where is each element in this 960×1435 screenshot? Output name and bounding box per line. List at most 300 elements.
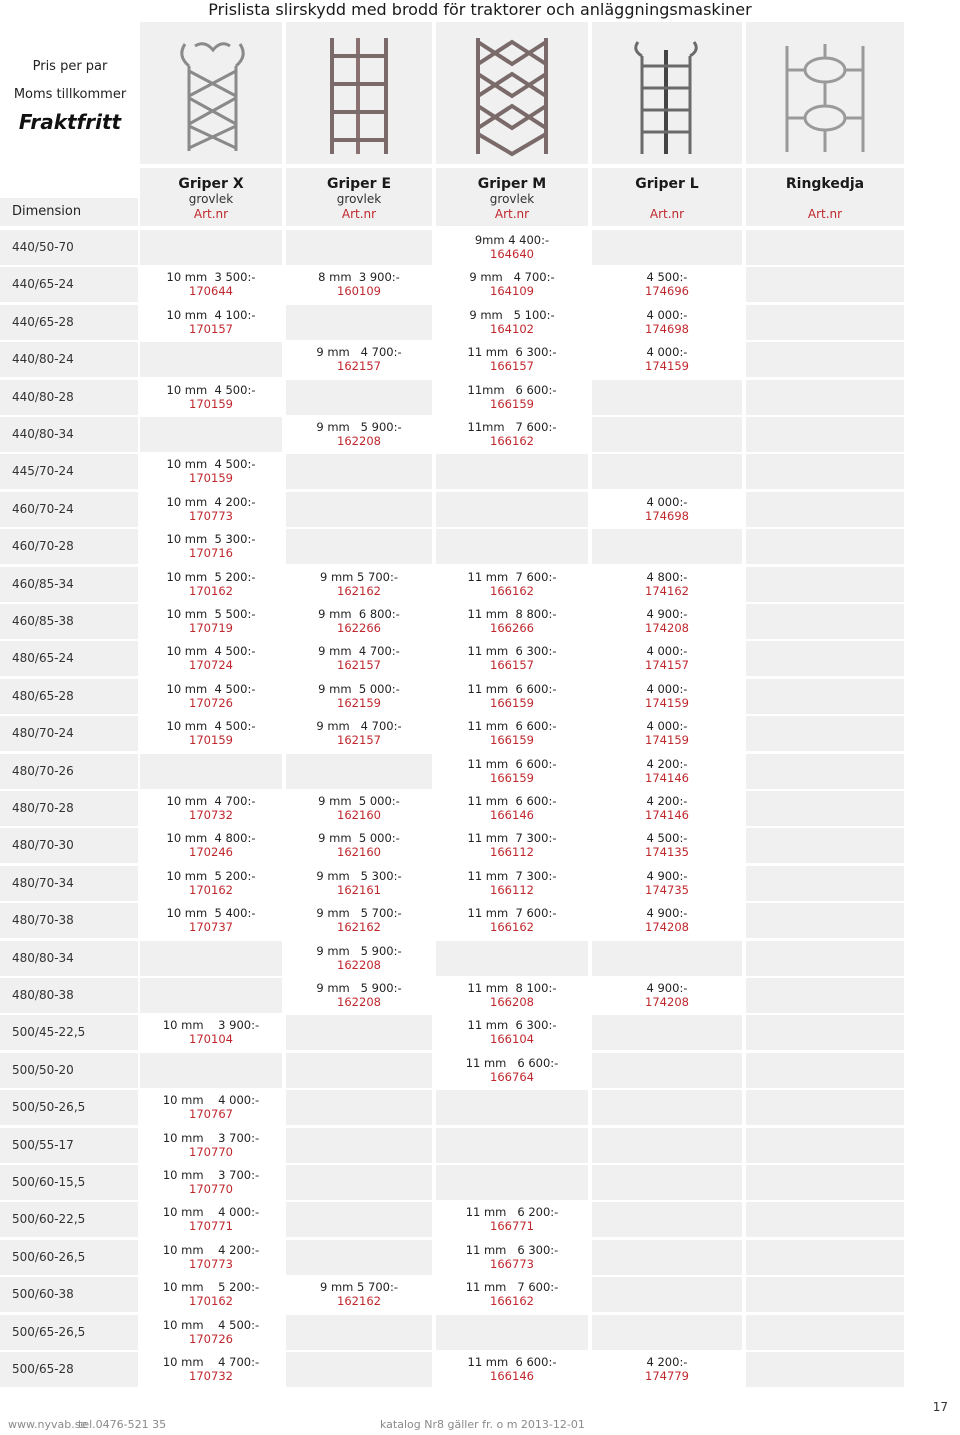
price-value bbox=[140, 420, 282, 434]
price-cell bbox=[436, 716, 588, 751]
price-cell bbox=[592, 417, 742, 452]
price-cell bbox=[436, 903, 588, 938]
price-cell bbox=[746, 1090, 904, 1125]
dimension-cell: 440/65-28 bbox=[0, 305, 138, 340]
price-value: 11 mm 6 600:- bbox=[467, 682, 557, 696]
price-value: 10 mm 5 400:- bbox=[166, 906, 256, 920]
price-cell bbox=[140, 791, 282, 826]
article-number: 162157 bbox=[337, 658, 381, 672]
article-number bbox=[286, 1145, 432, 1159]
dimension-cell: 440/50-70 bbox=[0, 230, 138, 265]
article-number: 166159 bbox=[490, 733, 534, 747]
price-cell bbox=[436, 1277, 588, 1312]
price-value: 10 mm 3 900:- bbox=[162, 1018, 260, 1032]
price-info bbox=[0, 58, 140, 134]
price-cell bbox=[746, 604, 904, 639]
article-number: 170737 bbox=[189, 920, 233, 934]
price-value: 11 mm 7 600:- bbox=[467, 570, 557, 584]
article-number: 162162 bbox=[337, 1294, 381, 1308]
price-cell bbox=[436, 1165, 588, 1200]
article-number bbox=[746, 1369, 904, 1383]
table-row bbox=[0, 230, 960, 265]
article-number: 170162 bbox=[189, 1294, 233, 1308]
price-value bbox=[436, 1131, 588, 1145]
article-number bbox=[592, 1032, 742, 1046]
price-cell bbox=[436, 1202, 588, 1237]
article-number: 170716 bbox=[189, 546, 233, 560]
table-row bbox=[0, 828, 960, 863]
price-cell bbox=[746, 941, 904, 976]
price-value bbox=[592, 420, 742, 434]
price-value: 11 mm 8 800:- bbox=[467, 607, 557, 621]
price-cell bbox=[592, 1315, 742, 1350]
dimension-cell: 480/80-38 bbox=[0, 978, 138, 1013]
price-cell bbox=[592, 791, 742, 826]
column-sub bbox=[592, 192, 742, 207]
price-value bbox=[746, 1355, 904, 1369]
footer-catalog: katalog Nr8 gäller fr. o m 2013-12-01 bbox=[380, 1418, 585, 1431]
price-cell bbox=[436, 305, 588, 340]
price-cell bbox=[140, 604, 282, 639]
table-row bbox=[0, 1277, 960, 1312]
price-value: 11 mm 6 600:- bbox=[467, 719, 557, 733]
price-cell bbox=[140, 529, 282, 564]
price-cell bbox=[140, 679, 282, 714]
article-number bbox=[286, 1182, 432, 1196]
page-title: Prislista slirskydd med brodd för traktorer och anläggningsmaskiner bbox=[208, 0, 752, 19]
article-number bbox=[746, 1182, 904, 1196]
price-cell bbox=[592, 754, 742, 789]
price-cell bbox=[746, 716, 904, 751]
article-number bbox=[746, 509, 904, 523]
article-number bbox=[592, 471, 742, 485]
article-number: 162208 bbox=[337, 995, 381, 1009]
article-number bbox=[286, 1219, 432, 1233]
price-value bbox=[592, 383, 742, 397]
article-number: 166104 bbox=[490, 1032, 534, 1046]
price-cell bbox=[592, 1202, 742, 1237]
price-cell bbox=[436, 604, 588, 639]
price-cell bbox=[436, 1053, 588, 1088]
price-value: 10 mm 4 200:- bbox=[162, 1243, 260, 1257]
price-value bbox=[286, 1355, 432, 1369]
table-row bbox=[0, 417, 960, 452]
price-cell bbox=[140, 492, 282, 527]
price-value bbox=[140, 944, 282, 958]
price-value bbox=[746, 1018, 904, 1032]
price-value bbox=[286, 1018, 432, 1032]
price-value bbox=[746, 233, 904, 247]
header-griper-e bbox=[286, 168, 432, 226]
price-value: 9 mm 5 900:- bbox=[316, 981, 402, 995]
price-cell bbox=[140, 305, 282, 340]
price-value bbox=[436, 1168, 588, 1182]
article-number: 162160 bbox=[337, 808, 381, 822]
price-cell bbox=[140, 567, 282, 602]
price-value: 11 mm 6 200:- bbox=[465, 1205, 559, 1219]
price-value: 9mm 4 400:- bbox=[474, 233, 550, 247]
price-cell bbox=[592, 941, 742, 976]
price-value: 11mm 7 600:- bbox=[467, 420, 557, 434]
price-value bbox=[746, 1131, 904, 1145]
price-value bbox=[286, 532, 432, 546]
article-number: 174735 bbox=[645, 883, 689, 897]
article-number: 174698 bbox=[645, 322, 689, 336]
price-cell bbox=[140, 978, 282, 1013]
price-value bbox=[286, 233, 432, 247]
article-number: 166162 bbox=[490, 920, 534, 934]
article-number: 166157 bbox=[490, 359, 534, 373]
price-value bbox=[592, 1205, 742, 1219]
table-row bbox=[0, 754, 960, 789]
price-cell bbox=[140, 903, 282, 938]
article-number bbox=[286, 322, 432, 336]
griper-e-chain-image bbox=[318, 34, 400, 158]
article-number: 162161 bbox=[337, 883, 381, 897]
article-number: 170246 bbox=[189, 845, 233, 859]
price-value bbox=[746, 1205, 904, 1219]
dimension-cell: 500/65-28 bbox=[0, 1352, 138, 1387]
price-value: 9 mm 5 900:- bbox=[316, 420, 402, 434]
price-value: 4 000:- bbox=[646, 345, 688, 359]
price-value bbox=[286, 383, 432, 397]
article-number bbox=[286, 1107, 432, 1121]
article-number bbox=[592, 1107, 742, 1121]
price-value bbox=[286, 1131, 432, 1145]
price-cell bbox=[286, 529, 432, 564]
table-row bbox=[0, 492, 960, 527]
article-number: 174208 bbox=[645, 995, 689, 1009]
price-cell bbox=[436, 267, 588, 302]
article-number bbox=[746, 1070, 904, 1084]
price-value: 11mm 6 600:- bbox=[467, 383, 557, 397]
price-cell bbox=[286, 978, 432, 1013]
price-cell bbox=[286, 641, 432, 676]
article-number: 166764 bbox=[490, 1070, 534, 1084]
article-number bbox=[436, 1145, 588, 1159]
price-value: 10 mm 3 700:- bbox=[162, 1131, 260, 1145]
article-number bbox=[592, 1070, 742, 1084]
price-value: 4 900:- bbox=[646, 869, 688, 883]
price-cell bbox=[436, 1090, 588, 1125]
price-value: 11 mm 6 600:- bbox=[467, 794, 557, 808]
price-cell bbox=[592, 903, 742, 938]
dimension-header: Dimension bbox=[0, 198, 138, 226]
article-number bbox=[746, 434, 904, 448]
price-value bbox=[746, 1243, 904, 1257]
article-number: 166159 bbox=[490, 771, 534, 785]
price-cell bbox=[286, 1240, 432, 1275]
article-number bbox=[140, 958, 282, 972]
dimension-cell: 500/60-22,5 bbox=[0, 1202, 138, 1237]
price-value bbox=[746, 1168, 904, 1182]
price-value bbox=[746, 869, 904, 883]
article-number bbox=[746, 1145, 904, 1159]
dimension-cell: 440/80-34 bbox=[0, 417, 138, 452]
price-value bbox=[746, 570, 904, 584]
price-cell bbox=[286, 1315, 432, 1350]
price-cell bbox=[140, 641, 282, 676]
price-value bbox=[746, 794, 904, 808]
price-value: 4 500:- bbox=[646, 270, 688, 284]
article-number bbox=[140, 1070, 282, 1084]
price-value: 4 000:- bbox=[646, 644, 688, 658]
price-value bbox=[286, 1168, 432, 1182]
footer-phone: tel.0476-521 35 bbox=[78, 1418, 167, 1431]
price-value bbox=[140, 345, 282, 359]
article-number: 170773 bbox=[189, 509, 233, 523]
table-row bbox=[0, 1352, 960, 1387]
price-value: 9 mm 6 800:- bbox=[318, 607, 400, 621]
price-value bbox=[286, 495, 432, 509]
article-number bbox=[746, 696, 904, 710]
dimension-cell: 480/65-24 bbox=[0, 641, 138, 676]
article-number: 166112 bbox=[490, 883, 534, 897]
price-cell bbox=[746, 1277, 904, 1312]
article-number: 174208 bbox=[645, 621, 689, 635]
article-number: 166157 bbox=[490, 658, 534, 672]
article-number: 170157 bbox=[189, 322, 233, 336]
price-value bbox=[286, 1205, 432, 1219]
table-row bbox=[0, 1240, 960, 1275]
price-value: 10 mm 5 200:- bbox=[162, 1280, 260, 1294]
price-cell bbox=[140, 1015, 282, 1050]
price-cell bbox=[592, 679, 742, 714]
article-number bbox=[746, 1294, 904, 1308]
price-value: 11 mm 6 600:- bbox=[465, 1056, 559, 1070]
article-number: 166266 bbox=[490, 621, 534, 635]
header-griper-m bbox=[436, 168, 588, 226]
price-cell bbox=[746, 1053, 904, 1088]
price-value bbox=[746, 495, 904, 509]
price-value bbox=[286, 1243, 432, 1257]
article-number bbox=[436, 509, 588, 523]
price-value bbox=[746, 1093, 904, 1107]
dimension-cell: 440/80-24 bbox=[0, 342, 138, 377]
price-value bbox=[746, 383, 904, 397]
price-cell bbox=[436, 342, 588, 377]
price-value: 11 mm 7 600:- bbox=[465, 1280, 559, 1294]
price-cell bbox=[436, 567, 588, 602]
dimension-cell: 500/65-26,5 bbox=[0, 1315, 138, 1350]
price-cell bbox=[140, 1240, 282, 1275]
price-cell bbox=[592, 305, 742, 340]
table-row bbox=[0, 903, 960, 938]
price-cell bbox=[436, 866, 588, 901]
price-value: 10 mm 4 500:- bbox=[166, 719, 256, 733]
price-value bbox=[140, 1056, 282, 1070]
article-number bbox=[746, 771, 904, 785]
header-griper-l bbox=[592, 168, 742, 226]
article-number: 162208 bbox=[337, 958, 381, 972]
price-value bbox=[436, 532, 588, 546]
dimension-cell: 460/85-38 bbox=[0, 604, 138, 639]
dimension-cell: 460/70-24 bbox=[0, 492, 138, 527]
price-cell bbox=[746, 1015, 904, 1050]
article-number: 164102 bbox=[490, 322, 534, 336]
article-number bbox=[746, 546, 904, 560]
price-value: 10 mm 4 500:- bbox=[166, 383, 256, 397]
article-number: 162157 bbox=[337, 359, 381, 373]
article-number bbox=[746, 322, 904, 336]
price-value: 9 mm 5 700:- bbox=[320, 570, 398, 584]
article-number: 170771 bbox=[189, 1219, 233, 1233]
article-number: 166162 bbox=[490, 584, 534, 598]
griper-m-chain-image bbox=[470, 34, 554, 158]
price-value: 11 mm 6 600:- bbox=[467, 757, 557, 771]
price-cell bbox=[746, 380, 904, 415]
price-value: 10 mm 4 700:- bbox=[162, 1355, 260, 1369]
price-cell bbox=[746, 342, 904, 377]
price-value bbox=[746, 270, 904, 284]
price-cell bbox=[286, 903, 432, 938]
page-number: 17 bbox=[932, 1400, 948, 1414]
price-cell bbox=[436, 529, 588, 564]
price-cell bbox=[140, 754, 282, 789]
price-cell bbox=[746, 679, 904, 714]
article-number bbox=[746, 1219, 904, 1233]
article-number: 170773 bbox=[189, 1257, 233, 1271]
column-sub: grovlek bbox=[336, 192, 382, 206]
price-value bbox=[592, 1318, 742, 1332]
price-value bbox=[746, 345, 904, 359]
price-value: 10 mm 5 300:- bbox=[166, 532, 256, 546]
article-number: 170770 bbox=[189, 1145, 233, 1159]
article-number: 166146 bbox=[490, 808, 534, 822]
article-number: 162162 bbox=[337, 920, 381, 934]
price-value bbox=[746, 719, 904, 733]
table-row bbox=[0, 941, 960, 976]
article-number: 160109 bbox=[337, 284, 381, 298]
article-number: 170644 bbox=[189, 284, 233, 298]
price-cell bbox=[592, 604, 742, 639]
price-cell bbox=[436, 380, 588, 415]
price-value bbox=[436, 1093, 588, 1107]
header-ringkedja bbox=[746, 168, 904, 226]
price-cell bbox=[436, 754, 588, 789]
dimension-cell: 480/65-28 bbox=[0, 679, 138, 714]
price-cell bbox=[286, 380, 432, 415]
price-value: 9 mm 4 700:- bbox=[318, 644, 400, 658]
price-value: 4 900:- bbox=[646, 906, 688, 920]
price-value bbox=[436, 457, 588, 471]
price-cell bbox=[746, 1202, 904, 1237]
price-cell bbox=[436, 828, 588, 863]
price-cell bbox=[592, 492, 742, 527]
article-number bbox=[746, 397, 904, 411]
price-cell bbox=[746, 492, 904, 527]
article-number bbox=[592, 247, 742, 261]
price-value: 4 000:- bbox=[646, 308, 688, 322]
price-value bbox=[592, 1168, 742, 1182]
price-cell bbox=[140, 230, 282, 265]
price-cell bbox=[286, 342, 432, 377]
dimension-cell: 440/65-24 bbox=[0, 267, 138, 302]
price-value: 9 mm 5 900:- bbox=[316, 944, 402, 958]
table-row bbox=[0, 716, 960, 751]
price-cell bbox=[436, 1128, 588, 1163]
article-number: 170726 bbox=[189, 1332, 233, 1346]
price-cell bbox=[592, 641, 742, 676]
article-number: 162162 bbox=[337, 584, 381, 598]
article-number: 174159 bbox=[645, 359, 689, 373]
article-number bbox=[286, 509, 432, 523]
price-value: 4 000:- bbox=[646, 682, 688, 696]
column-name: Griper L bbox=[635, 176, 699, 192]
article-number bbox=[436, 471, 588, 485]
dimension-cell: 500/60-38 bbox=[0, 1277, 138, 1312]
price-cell bbox=[592, 380, 742, 415]
price-cell bbox=[592, 1240, 742, 1275]
price-cell bbox=[592, 716, 742, 751]
price-cell bbox=[286, 1277, 432, 1312]
article-number: 174159 bbox=[645, 733, 689, 747]
table-row bbox=[0, 305, 960, 340]
price-value bbox=[746, 457, 904, 471]
price-cell bbox=[286, 754, 432, 789]
article-number bbox=[746, 584, 904, 598]
price-cell bbox=[746, 1165, 904, 1200]
price-value: 10 mm 4 700:- bbox=[166, 794, 256, 808]
article-number bbox=[592, 1145, 742, 1159]
price-value bbox=[286, 1318, 432, 1332]
price-value bbox=[746, 644, 904, 658]
article-number bbox=[746, 845, 904, 859]
article-number: 170724 bbox=[189, 658, 233, 672]
price-cell bbox=[286, 492, 432, 527]
dimension-cell: 460/70-28 bbox=[0, 529, 138, 564]
table-row bbox=[0, 380, 960, 415]
price-value bbox=[746, 1318, 904, 1332]
price-cell bbox=[436, 791, 588, 826]
price-cell bbox=[286, 417, 432, 452]
price-value: 9 mm 4 700:- bbox=[316, 719, 402, 733]
price-cell bbox=[592, 567, 742, 602]
price-value bbox=[436, 944, 588, 958]
price-value bbox=[592, 1056, 742, 1070]
article-number bbox=[286, 471, 432, 485]
free-shipping: Fraktfritt bbox=[18, 110, 122, 134]
price-value: 11 mm 7 600:- bbox=[467, 906, 557, 920]
price-cell bbox=[746, 1352, 904, 1387]
price-cell bbox=[592, 267, 742, 302]
footer-website: www.nyvab.se bbox=[8, 1418, 88, 1431]
table-row bbox=[0, 604, 960, 639]
article-number: 174159 bbox=[645, 696, 689, 710]
price-cell bbox=[140, 267, 282, 302]
article-number: 164640 bbox=[490, 247, 534, 261]
article-number bbox=[746, 733, 904, 747]
article-number: 162266 bbox=[337, 621, 381, 635]
table-row bbox=[0, 567, 960, 602]
price-cell bbox=[436, 679, 588, 714]
price-cell bbox=[140, 417, 282, 452]
price-cell bbox=[286, 866, 432, 901]
dimension-cell: 445/70-24 bbox=[0, 454, 138, 489]
price-value bbox=[746, 607, 904, 621]
price-value bbox=[746, 1056, 904, 1070]
table-row bbox=[0, 791, 960, 826]
price-cell bbox=[592, 1165, 742, 1200]
article-number bbox=[592, 1332, 742, 1346]
column-art: Art.nr bbox=[649, 207, 685, 221]
price-value bbox=[592, 1243, 742, 1257]
price-value: 11 mm 6 300:- bbox=[467, 345, 557, 359]
article-number: 174779 bbox=[645, 1369, 689, 1383]
dimension-cell: 500/60-15,5 bbox=[0, 1165, 138, 1200]
column-art: Art.nr bbox=[807, 207, 843, 221]
table-row bbox=[0, 1090, 960, 1125]
